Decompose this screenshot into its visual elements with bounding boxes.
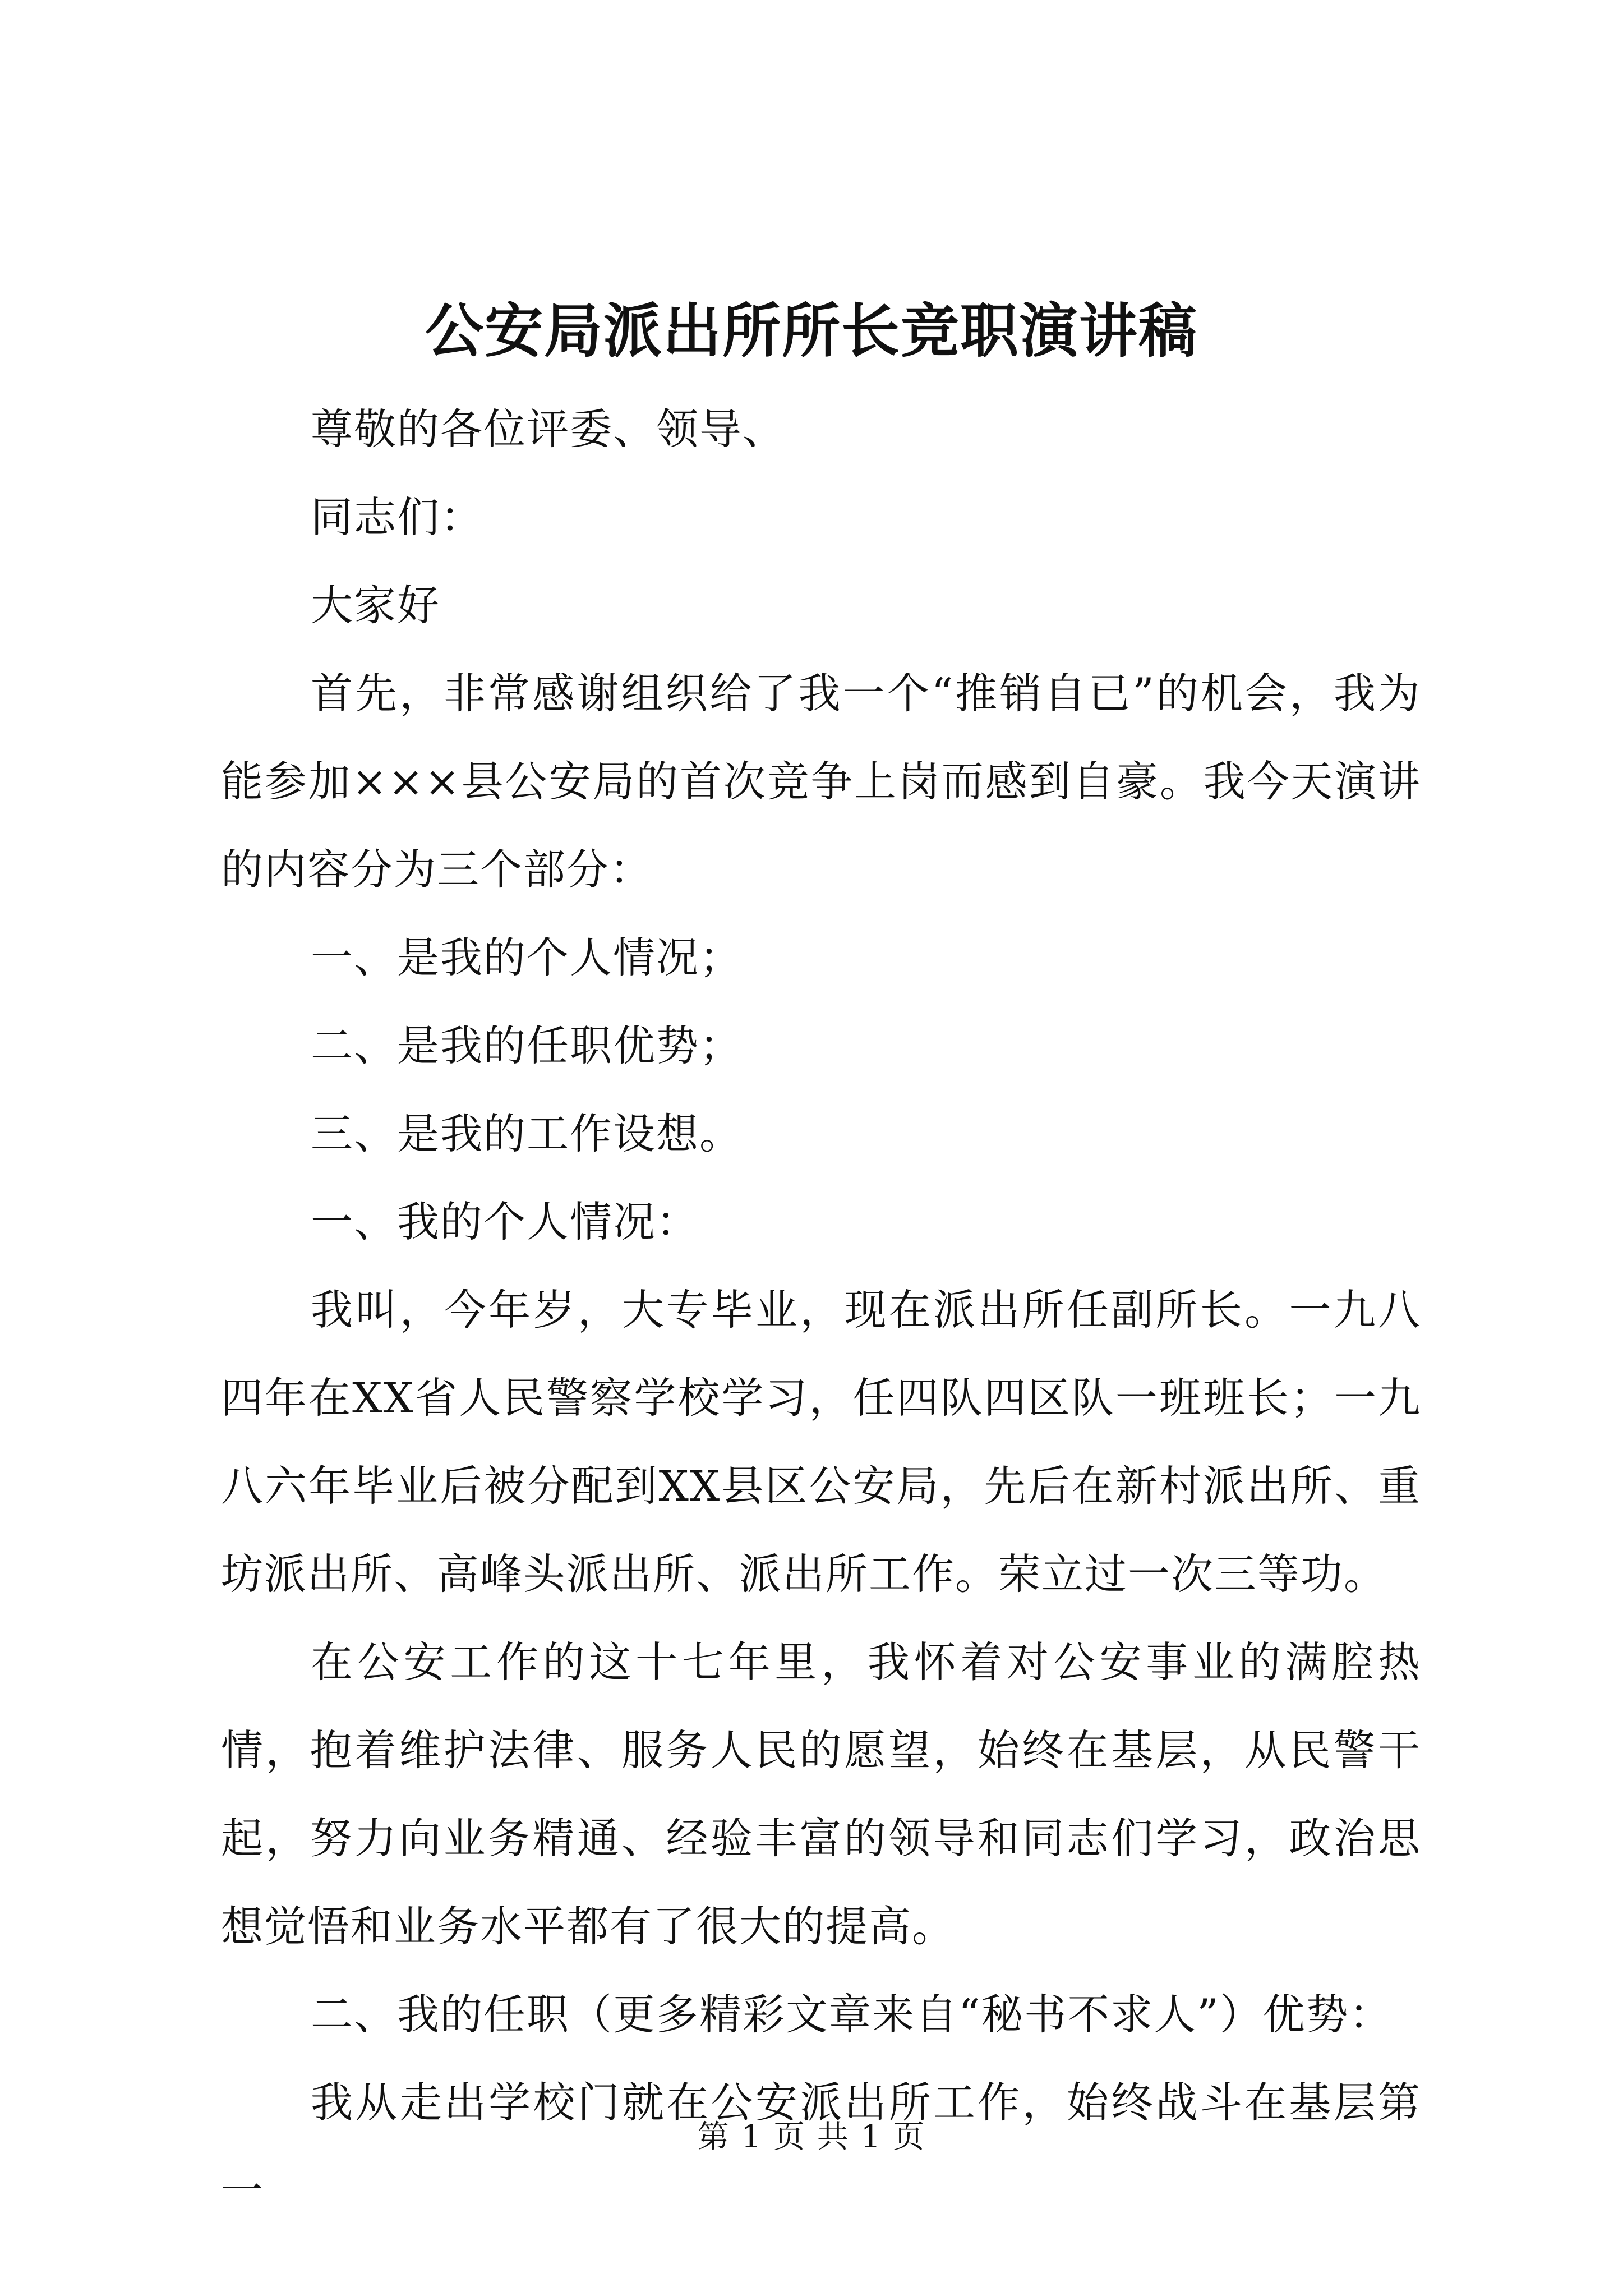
body-paragraph: 我叫，今年岁，大专毕业，现在派出所任副所长。一九八四年在XX省人民警察学校学习，任四队四区队一班班长；一九八六年毕业后被分配到XX县区公安局，先后在新村派出所、重坊派出所、高峰头派出所、派出所工作。荣立过一次三等功。 — [221, 1285, 1421, 1599]
salutation-line: 同志们： — [311, 493, 484, 542]
greeting-line: 大家好 — [311, 581, 441, 630]
body-paragraph: 首先，非常感谢组织给了我一个“推销自已”的机会，我为能参加×××县公安局的首次竞争上岗而感到自豪。我今天演讲的内容分为三个部分： — [221, 669, 1421, 894]
outline-item: 一、是我的个人情况； — [311, 933, 743, 982]
document-body — [221, 385, 1421, 2235]
body-paragraph: 我从走出学校门就在公安派出所工作，始终战斗在基层第一 — [221, 2078, 1421, 2215]
document-title: 公安局派出所所长竞职演讲稿 — [425, 296, 1198, 365]
page-footer: 第 1 页 共 1 页 — [697, 2119, 926, 2155]
section-heading: 二、我的任职（更多精彩文章来自“秘书不求人”）优势： — [311, 1990, 1393, 2039]
body-paragraph: 在公安工作的这十七年里，我怀着对公安事业的满腔热情，抱着维护法律、服务人民的愿望，始终在基层，从民警干起，努力向业务精通、经验丰富的领导和同志们学习，政治思想觉悟和业务水平都有了很大的提高。 — [221, 1637, 1421, 1951]
section-heading: 一、我的个人情况： — [311, 1197, 700, 1246]
salutation-line: 尊敬的各位评委、领导、 — [311, 404, 786, 454]
outline-item: 三、是我的工作设想。 — [311, 1109, 743, 1158]
outline-item: 二、是我的任职优势； — [311, 1021, 743, 1070]
